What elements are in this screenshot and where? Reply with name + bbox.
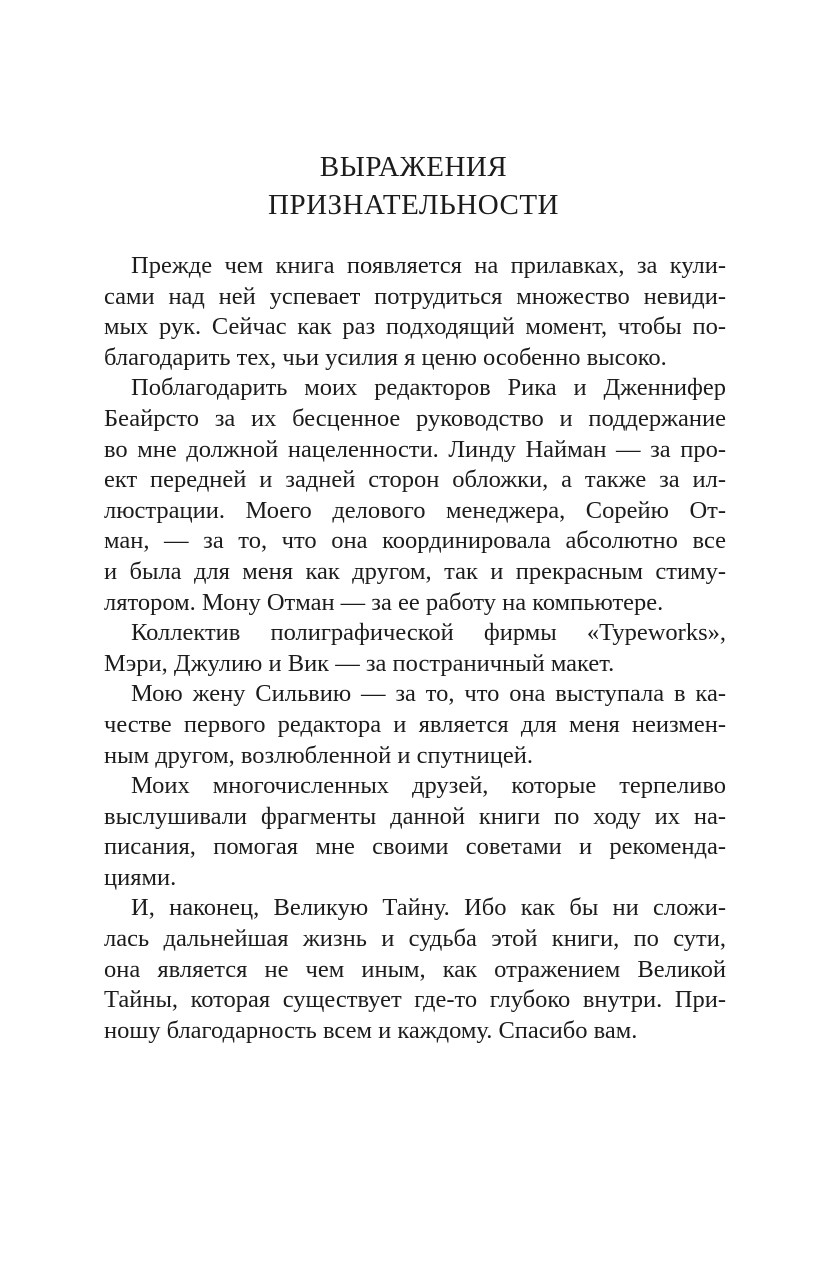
text-line: сами над ней успевает потрудиться множество невиди- — [104, 282, 726, 310]
text-line: мых рук. Сейчас как раз подходящий момент, чтобы по- — [104, 313, 726, 341]
paragraph-1 — [104, 251, 726, 373]
text-line: Тайны, которая существует где-то глубоко внутри. При- — [104, 986, 726, 1014]
text-line: во мне должной нацеленности. Линду Найман — за про- — [104, 435, 726, 463]
page-title — [0, 148, 827, 224]
title-line-1: ВЫРАЖЕНИЯ — [319, 151, 508, 183]
text-line: лась дальнейшая жизнь и судьба этой книги, по сути, — [104, 925, 726, 953]
text-line: Мою жену Сильвию — за то, что она выступала в ка- — [131, 680, 726, 708]
text-line: честве первого редактора и является для меня неизмен- — [104, 710, 726, 738]
text-line: И, наконец, Великую Тайну. Ибо как бы ни сложи- — [131, 894, 726, 922]
text-line: Беайрсто за их бесценное руководство и поддержание — [104, 404, 726, 432]
text-line: ным другом, возлюбленной и спутницей. — [104, 741, 533, 769]
paragraph-4 — [104, 679, 726, 771]
text-line: ношу благодарность всем и каждому. Спасибо вам. — [104, 1016, 638, 1044]
paragraph-2 — [104, 373, 726, 618]
text-line: Поблагодарить моих редакторов Рика и Дженнифер — [131, 374, 726, 402]
paragraph-5 — [104, 771, 726, 893]
text-line: ман, — за то, что она координировала абсолютно все — [104, 527, 726, 555]
paragraph-3 — [104, 618, 726, 679]
text-line: лятором. Мону Отман — за ее работу на компьютере. — [104, 588, 664, 616]
text-line: люстрации. Моего делового менеджера, Сорейю От- — [104, 496, 726, 524]
paragraph-6 — [104, 893, 726, 1046]
text-line: Моих многочисленных друзей, которые терпеливо — [131, 772, 726, 800]
text-line: циями. — [104, 863, 177, 891]
body-text — [104, 251, 726, 1046]
text-line: писания, помогая мне своими советами и рекоменда- — [104, 833, 726, 861]
text-line: Прежде чем книга появляется на прилавках, за кули- — [131, 252, 726, 279]
text-line: она является не чем иным, как отражением Великой — [104, 955, 726, 983]
text-line: выслушивали фрагменты данной книги по ходу их на- — [104, 802, 726, 830]
text-line: Мэри, Джулию и Вик — за постраничный макет. — [104, 649, 615, 677]
text-line: благодарить тех, чьи усилия я ценю особенно высоко. — [104, 343, 667, 371]
title-line-2: ПРИЗНАТЕЛЬНОСТИ — [268, 189, 559, 221]
text-line: и была для меня как другом, так и прекрасным стиму- — [104, 557, 726, 585]
text-line: Коллектив полиграфической фирмы «Typeworks», — [131, 619, 726, 647]
text-line: ект передней и задней сторон обложки, а также за ил- — [104, 466, 726, 494]
